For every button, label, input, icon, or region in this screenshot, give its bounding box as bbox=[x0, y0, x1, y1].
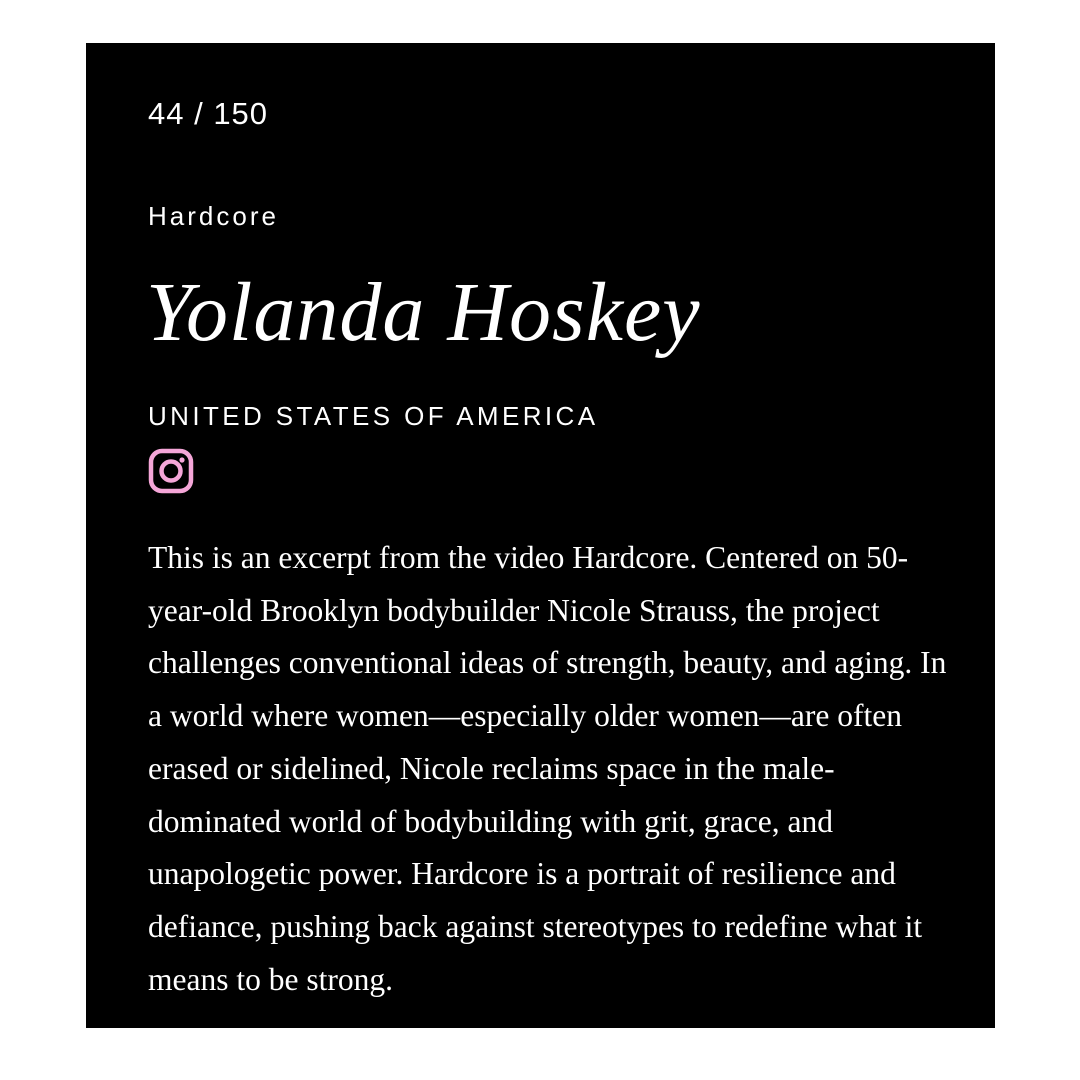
artist-card bbox=[86, 43, 995, 1028]
item-counter: 44 / 150 bbox=[148, 96, 269, 131]
artist-bio: This is an excerpt from the video Hardcore. Centered on 50-year-old Brooklyn bodybuilder Nicole Strauss, the project challenges conventional ideas of strength, beauty, and aging. In a world where women—especially older women—are often erased or sidelined, Nicole reclaims space in the male-dominated world of bodybuilding with grit, grace, and unapologetic power. Hardcore is a portrait of resilience and defiance, pushing back against stereotypes to redefine what it means to be strong. bbox=[148, 540, 947, 997]
artist-name: Yolanda Hoskey bbox=[146, 266, 701, 359]
instagram-icon[interactable] bbox=[148, 448, 194, 494]
artist-country: UNITED STATES OF AMERICA bbox=[148, 401, 599, 431]
project-title: Hardcore bbox=[148, 201, 279, 231]
